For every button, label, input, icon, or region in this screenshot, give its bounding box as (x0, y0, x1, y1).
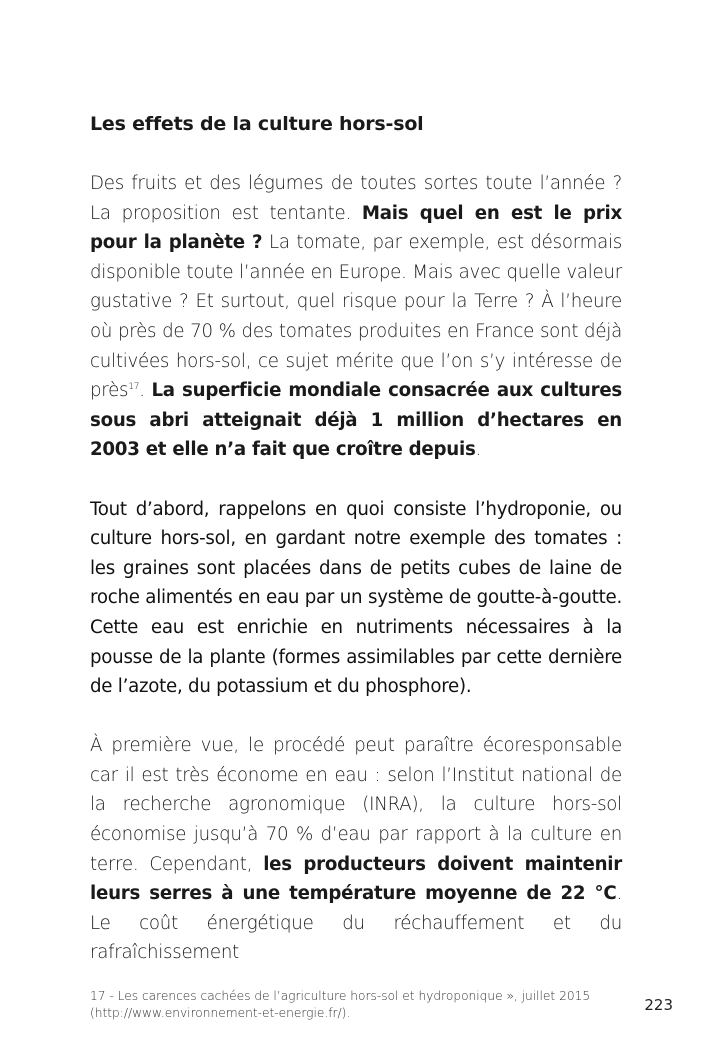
paragraph-1-text-c: . (139, 380, 152, 402)
paragraph-2: Tout d’abord, rappelons en quoi consiste l’hydroponie, ou culture hors-sol, en gardant notre exemple des tomates : les graines sont placées dans de petits cubes de laine de roche alimentés en eau par un système de goutte-à-goutte. Cette eau est enrichie en nutriments nécessaires à la pousse de la plante (formes assimilables par cette dernière de l’azote, du potassium et du phosphore). (90, 498, 622, 698)
paragraph-3-text-b: . Le coût énergétique du réchauffement et du rafraîchissement (90, 883, 622, 964)
paragraph-1-bold-a: Mais quel en est le prix pour la planète ? (90, 202, 622, 254)
page-number: 223 (644, 996, 673, 1014)
paragraph-1-bold-b: La superficie mondiale consacrée aux cultures sous abri atteignait déjà 1 million d’hectares en 2003 et elle n’a fait que croître depuis (90, 380, 622, 461)
footnote: 17 - Les carences cachées de l’agriculture hors-sol et hydroponique », juillet 2015 (http://www.environnement-et-energie.fr/). (90, 989, 591, 1020)
paragraph-3 (90, 731, 622, 968)
paragraph-3-text-a: À première vue, le procédé peut paraître écoresponsable car il est très économe en eau : selon l’Institut national de la recherche agronomique (INRA), la culture hors-sol économise jusqu’à 70 % d’eau par rapport à la culture en terre. Cependant, (90, 735, 622, 875)
paragraph-3-bold: les producteurs doivent maintenir leurs serres à une température moyenne de 22 °C (90, 853, 622, 905)
paragraph-1-text-d: . (475, 439, 482, 461)
footnote-ref: 17 (128, 382, 140, 393)
page-body (90, 110, 622, 998)
paragraph-1-text-a: Des fruits et des légumes de toutes sortes toute l’année ? La proposition est tentante. (90, 173, 622, 224)
paragraph-1-text-b: La tomate, par exemple, est désormais disponible toute l’année en Europe. Mais avec quelle valeur gustative ? Et surtout, quel risque pour la Terre ? À l’heure où près de 70 % des tomates produites en France sont déjà cultivées hors-sol, ce sujet mérite que l’on s’y intéresse de près (90, 232, 622, 402)
paragraph-1 (90, 169, 622, 465)
section-heading: Les effets de la culture hors-sol (90, 113, 424, 135)
